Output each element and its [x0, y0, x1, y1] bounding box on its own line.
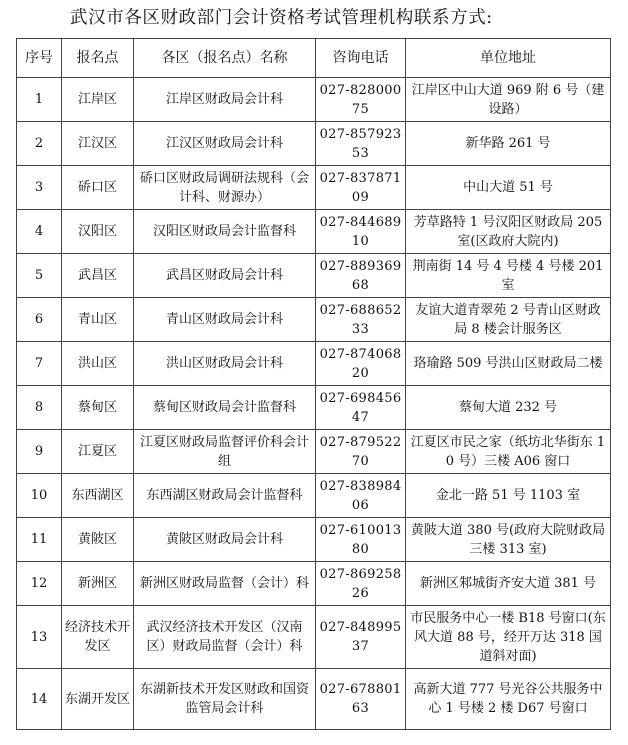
cell-point: 洪山区 [62, 342, 134, 386]
cell-address: 黄陂大道 380 号(政府大院财政局三楼 313 室) [406, 518, 611, 562]
cell-address: 新洲区邾城街齐安大道 381 号 [406, 562, 611, 606]
cell-no: 13 [17, 606, 62, 669]
cell-address: 高新大道 777 号光谷公共服务中心 1 号楼 2 楼 D67 号窗口 [406, 669, 611, 730]
cell-phone: 027-85792353 [316, 122, 406, 166]
cell-point: 武昌区 [62, 254, 134, 298]
cell-no: 2 [17, 122, 62, 166]
header-no: 序号 [17, 39, 62, 78]
cell-address: 蔡甸大道 232 号 [406, 386, 611, 430]
cell-address: 珞瑜路 509 号洪山区财政局二楼 [406, 342, 611, 386]
cell-name: 武汉经济技术开发区（汉南区）财政局监督（会计）科 [134, 606, 316, 669]
cell-address: 金北一路 51 号 1103 室 [406, 474, 611, 518]
cell-no: 9 [17, 430, 62, 474]
cell-point: 蔡甸区 [62, 386, 134, 430]
table-row [17, 210, 611, 254]
cell-name: 黄陂区财政局会计科 [134, 518, 316, 562]
cell-phone: 027-67880163 [316, 669, 406, 730]
cell-point: 青山区 [62, 298, 134, 342]
cell-phone: 027-68865233 [316, 298, 406, 342]
cell-address: 芳草路特 1 号汉阳区财政局 205 室(区政府大院内) [406, 210, 611, 254]
cell-address: 友谊大道青翠苑 2 号青山区财政局 8 楼会计服务区 [406, 298, 611, 342]
table-row [17, 430, 611, 474]
table-row [17, 122, 611, 166]
cell-name: 蔡甸区财政局会计监督科 [134, 386, 316, 430]
cell-phone: 027-69845647 [316, 386, 406, 430]
cell-no: 6 [17, 298, 62, 342]
cell-point: 江汉区 [62, 122, 134, 166]
cell-name: 江汉区财政局会计科 [134, 122, 316, 166]
cell-phone: 027-83898406 [316, 474, 406, 518]
cell-name: 武昌区财政局会计科 [134, 254, 316, 298]
table-row [17, 166, 611, 210]
cell-phone: 027-84899537 [316, 606, 406, 669]
cell-point: 东西湖区 [62, 474, 134, 518]
cell-no: 5 [17, 254, 62, 298]
table-row [17, 606, 611, 669]
table-row [17, 254, 611, 298]
cell-phone: 027-87952270 [316, 430, 406, 474]
cell-address: 新华路 261 号 [406, 122, 611, 166]
cell-point: 新洲区 [62, 562, 134, 606]
cell-no: 14 [17, 669, 62, 730]
table-row [17, 669, 611, 730]
cell-point: 东湖开发区 [62, 669, 134, 730]
cell-phone: 027-88936968 [316, 254, 406, 298]
table-row [17, 78, 611, 122]
cell-phone: 027-84468910 [316, 210, 406, 254]
table-row [17, 474, 611, 518]
cell-name: 江岸区财政局会计科 [134, 78, 316, 122]
cell-phone: 027-83787109 [316, 166, 406, 210]
cell-name: 新洲区财政局监督（会计）科 [134, 562, 316, 606]
cell-name: 江夏区财政局监督评价科会计组 [134, 430, 316, 474]
cell-name: 硚口区财政局调研法规科（会计科、财源办） [134, 166, 316, 210]
cell-no: 8 [17, 386, 62, 430]
cell-phone: 027-82800075 [316, 78, 406, 122]
cell-no: 10 [17, 474, 62, 518]
cell-no: 3 [17, 166, 62, 210]
cell-point: 经济技术开发区 [62, 606, 134, 669]
page-title: 武汉市各区财政部门会计资格考试管理机构联系方式: [70, 8, 493, 28]
cell-point: 硚口区 [62, 166, 134, 210]
table-row [17, 386, 611, 430]
cell-no: 4 [17, 210, 62, 254]
table-row [17, 562, 611, 606]
cell-address: 江夏区市民之家（纸坊北华街东 10 号）三楼 A06 窗口 [406, 430, 611, 474]
cell-phone: 027-61001380 [316, 518, 406, 562]
table-row [17, 298, 611, 342]
cell-phone: 027-87406820 [316, 342, 406, 386]
contact-table [16, 38, 611, 730]
table-row [17, 518, 611, 562]
cell-name: 洪山区财政局会计科 [134, 342, 316, 386]
header-address: 单位地址 [406, 39, 611, 78]
cell-name: 东西湖区财政局会计监督科 [134, 474, 316, 518]
header-point: 报名点 [62, 39, 134, 78]
cell-no: 12 [17, 562, 62, 606]
cell-point: 汉阳区 [62, 210, 134, 254]
cell-point: 江夏区 [62, 430, 134, 474]
cell-name: 青山区财政局会计科 [134, 298, 316, 342]
cell-address: 中山大道 51 号 [406, 166, 611, 210]
cell-address: 江岸区中山大道 969 附 6 号（建设路） [406, 78, 611, 122]
cell-no: 7 [17, 342, 62, 386]
header-phone: 咨询电话 [316, 39, 406, 78]
cell-no: 11 [17, 518, 62, 562]
cell-address: 荆南街 14 号 4 号楼 4 号楼 201 室 [406, 254, 611, 298]
table-row [17, 342, 611, 386]
cell-point: 黄陂区 [62, 518, 134, 562]
cell-address: 市民服务中心一楼 B18 号窗口(东风大道 88 号，经开万达 318 国道斜对面) [406, 606, 611, 669]
cell-name: 东湖新技术开发区财政和国资监管局会计科 [134, 669, 316, 730]
table-header-row [17, 39, 611, 78]
cell-name: 汉阳区财政局会计监督科 [134, 210, 316, 254]
cell-phone: 027-86925826 [316, 562, 406, 606]
cell-point: 江岸区 [62, 78, 134, 122]
cell-no: 1 [17, 78, 62, 122]
header-name: 各区（报名点）名称 [134, 39, 316, 78]
